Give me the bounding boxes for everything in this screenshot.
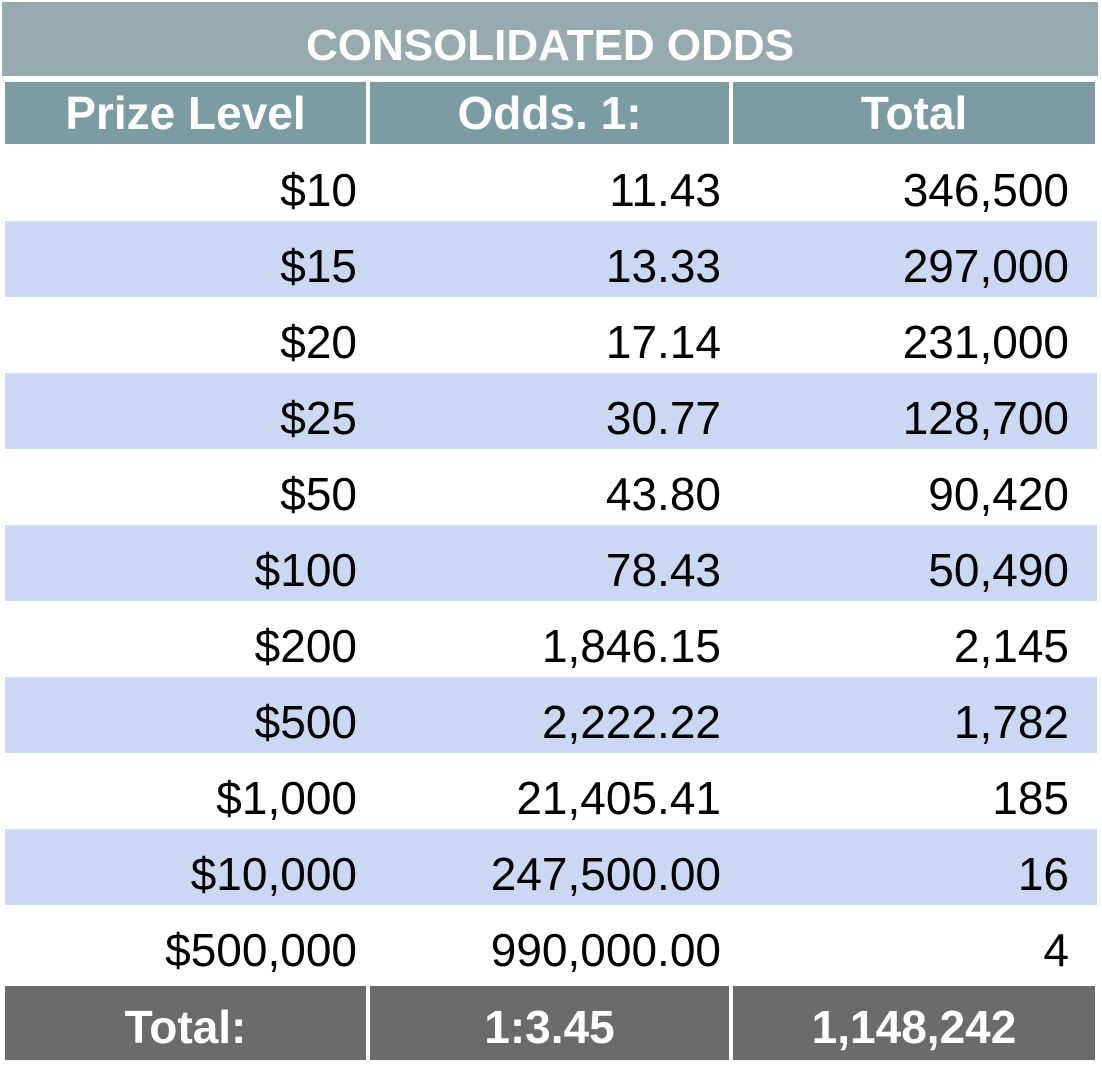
- odds-cell: 13.33: [605, 240, 721, 292]
- table-row: [5, 525, 1097, 601]
- prize-cell: $25: [280, 392, 357, 444]
- table-row: [5, 221, 1097, 297]
- total-cell: 4: [1043, 924, 1069, 976]
- odds-cell: 17.14: [605, 316, 721, 368]
- header-prize-level: Prize Level: [5, 82, 366, 144]
- prize-cell: $10: [280, 164, 357, 216]
- odds-cell: 990,000.00: [490, 924, 721, 976]
- prize-cell: $15: [280, 240, 357, 292]
- footer-overall-odds: 1:3.45: [370, 986, 729, 1060]
- total-cell: 128,700: [902, 392, 1069, 444]
- odds-cell: 30.77: [605, 392, 721, 444]
- footer-total-label: Total:: [5, 986, 366, 1060]
- odds-cell: 11.43: [609, 164, 721, 216]
- odds-cell: 21,405.41: [516, 772, 721, 824]
- total-cell: 297,000: [902, 240, 1069, 292]
- table-row: [5, 373, 1097, 449]
- prize-cell: $1,000: [216, 772, 357, 824]
- prize-cell: $500: [254, 696, 357, 748]
- odds-cell: 1,846.15: [541, 620, 721, 672]
- total-cell: 346,500: [902, 164, 1069, 216]
- prize-cell: $50: [280, 468, 357, 520]
- table-row: [5, 829, 1097, 905]
- prize-cell: $10,000: [190, 848, 357, 900]
- total-cell: 1,782: [953, 696, 1069, 748]
- total-cell: 16: [1017, 848, 1069, 900]
- table-row: [5, 145, 1097, 221]
- prize-cell: $20: [280, 316, 357, 368]
- odds-cell: 2,222.22: [541, 696, 721, 748]
- header-odds: Odds. 1:: [370, 82, 729, 144]
- table-row: [5, 601, 1097, 677]
- table-row: [5, 297, 1097, 373]
- table-row: [5, 905, 1097, 981]
- odds-cell: 43.80: [605, 468, 721, 520]
- header-total: Total: [733, 82, 1095, 144]
- odds-cell: 247,500.00: [490, 848, 721, 900]
- table-body: [5, 145, 1097, 981]
- prize-cell: $100: [254, 544, 357, 596]
- footer-total-count: 1,148,242: [733, 986, 1095, 1060]
- table-row: [5, 753, 1097, 829]
- odds-cell: 78.43: [605, 544, 721, 596]
- prize-cell: $500,000: [165, 924, 357, 976]
- table-row: [5, 449, 1097, 525]
- table-row: [5, 677, 1097, 753]
- total-cell: 185: [992, 772, 1069, 824]
- total-cell: 50,490: [928, 544, 1069, 596]
- total-cell: 2,145: [953, 620, 1069, 672]
- total-cell: 90,420: [928, 468, 1069, 520]
- prize-cell: $200: [254, 620, 357, 672]
- table-title: CONSOLIDATED ODDS: [2, 2, 1098, 76]
- total-cell: 231,000: [902, 316, 1069, 368]
